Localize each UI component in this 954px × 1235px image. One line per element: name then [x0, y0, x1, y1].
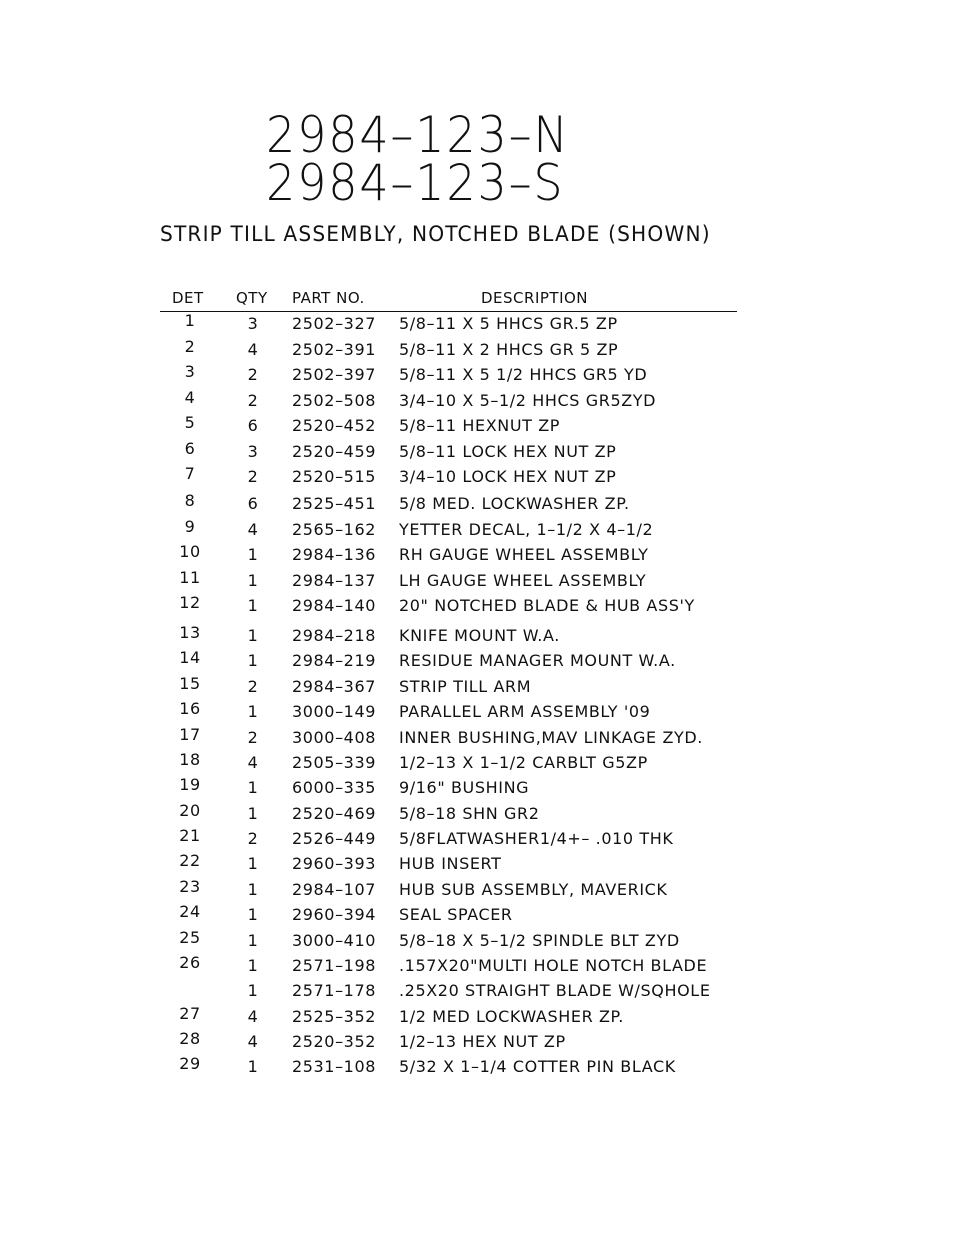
cell-qty: 6 [247, 494, 259, 513]
cell-det: 19 [179, 775, 201, 794]
cell-part-no: 2526–449 [291, 829, 377, 848]
cell-description: 5/8–11 X 5 HHCS GR.5 ZP [399, 314, 618, 333]
cell-det: 15 [179, 674, 201, 693]
cell-part-no: 2520–469 [291, 804, 377, 823]
cell-det: 13 [179, 623, 201, 642]
cell-part-no: 2984–367 [291, 677, 377, 696]
cell-det: 14 [179, 648, 201, 667]
cell-part-no: 2984–218 [291, 626, 377, 645]
cell-qty: 2 [247, 677, 259, 696]
cell-qty: 2 [247, 728, 259, 747]
cell-part-no: 2520–352 [291, 1032, 377, 1051]
cell-description: HUB SUB ASSEMBLY, MAVERICK [399, 880, 668, 899]
table-row [0, 851, 954, 876]
table-row [0, 311, 954, 336]
cell-description: RH GAUGE WHEEL ASSEMBLY [399, 545, 649, 564]
cell-description: STRIP TILL ARM [399, 677, 532, 696]
cell-qty: 6 [247, 416, 259, 435]
table-row [0, 1004, 954, 1029]
cell-qty: 1 [247, 596, 259, 615]
assembly-number-south: 2984–123–S [266, 154, 565, 212]
header-description: DESCRIPTION [481, 289, 589, 307]
cell-description: INNER BUSHING,MAV LINKAGE ZYD. [399, 728, 703, 747]
cell-qty: 3 [247, 314, 259, 333]
table-row [0, 1054, 954, 1079]
cell-description: 3/4–10 X 5–1/2 HHCS GR5ZYD [399, 391, 657, 410]
cell-det: 8 [184, 491, 196, 510]
cell-det: 17 [179, 725, 201, 744]
cell-description: RESIDUE MANAGER MOUNT W.A. [399, 651, 676, 670]
cell-description: 1/2–13 HEX NUT ZP [399, 1032, 566, 1051]
cell-qty: 4 [247, 520, 259, 539]
header-qty: QTY [236, 289, 268, 307]
table-row [0, 928, 954, 953]
cell-det: 1 [184, 311, 196, 330]
table-row [0, 775, 954, 800]
cell-qty: 2 [247, 391, 259, 410]
cell-qty: 1 [247, 1057, 259, 1076]
table-row [0, 388, 954, 413]
cell-part-no: 3000–408 [291, 728, 377, 747]
cell-det: 21 [179, 826, 201, 845]
cell-qty: 1 [247, 956, 259, 975]
cell-part-no: 2525–352 [291, 1007, 377, 1026]
cell-qty: 4 [247, 340, 259, 359]
cell-det: 22 [179, 851, 201, 870]
cell-qty: 1 [247, 880, 259, 899]
table-row [0, 648, 954, 673]
cell-det: 9 [184, 517, 196, 536]
cell-det: 2 [184, 337, 196, 356]
cell-det: 4 [184, 388, 196, 407]
cell-part-no: 2960–394 [291, 905, 377, 924]
cell-part-no: 2960–393 [291, 854, 377, 873]
cell-part-no: 2984–137 [291, 571, 377, 590]
cell-description: 5/8 MED. LOCKWASHER ZP. [399, 494, 630, 513]
cell-description: 5/8–18 SHN GR2 [399, 804, 540, 823]
table-row [0, 750, 954, 775]
cell-description: 9/16" BUSHING [399, 778, 530, 797]
cell-description: 20" NOTCHED BLADE & HUB ASS'Y [399, 596, 695, 615]
cell-description: YETTER DECAL, 1–1/2 X 4–1/2 [399, 520, 654, 539]
cell-description: 3/4–10 LOCK HEX NUT ZP [399, 467, 617, 486]
cell-description: .25X20 STRAIGHT BLADE W/SQHOLE [399, 981, 711, 1000]
cell-part-no: 3000–410 [291, 931, 377, 950]
table-row [0, 826, 954, 851]
table-row [0, 517, 954, 542]
cell-description: 5/8–11 LOCK HEX NUT ZP [399, 442, 617, 461]
cell-description: .157X20"MULTI HOLE NOTCH BLADE [399, 956, 708, 975]
cell-det: 3 [184, 362, 196, 381]
header-part-no: PART NO. [292, 289, 365, 307]
assembly-subtitle: STRIP TILL ASSEMBLY, NOTCHED BLADE (SHOWN) [160, 222, 711, 246]
cell-part-no: 3000–149 [291, 702, 377, 721]
cell-part-no: 2984–140 [291, 596, 377, 615]
table-row [0, 725, 954, 750]
cell-description: 5/8–11 X 5 1/2 HHCS GR5 YD [399, 365, 648, 384]
cell-description: 5/8–18 X 5–1/2 SPINDLE BLT ZYD [399, 931, 680, 950]
cell-description: 5/32 X 1–1/4 COTTER PIN BLACK [399, 1057, 676, 1076]
table-row [0, 568, 954, 593]
cell-part-no: 2531–108 [291, 1057, 377, 1076]
assembly-number-north: 2984–123–N [266, 106, 570, 164]
cell-qty: 2 [247, 365, 259, 384]
cell-description: 1/2–13 X 1–1/2 CARBLT G5ZP [399, 753, 648, 772]
cell-qty: 1 [247, 702, 259, 721]
cell-description: KNIFE MOUNT W.A. [399, 626, 560, 645]
cell-qty: 1 [247, 981, 259, 1000]
cell-part-no: 2520–515 [291, 467, 377, 486]
cell-description: 5/8–11 X 2 HHCS GR 5 ZP [399, 340, 619, 359]
cell-description: SEAL SPACER [399, 905, 513, 924]
cell-qty: 1 [247, 651, 259, 670]
cell-det: 12 [179, 593, 201, 612]
header-det: DET [172, 289, 204, 307]
cell-part-no: 2502–327 [291, 314, 377, 333]
cell-qty: 2 [247, 829, 259, 848]
cell-part-no: 2502–397 [291, 365, 377, 384]
cell-part-no: 2520–452 [291, 416, 377, 435]
table-row [0, 362, 954, 387]
cell-qty: 1 [247, 905, 259, 924]
table-row [0, 491, 954, 516]
cell-qty: 1 [247, 931, 259, 950]
cell-det: 6 [184, 439, 196, 458]
cell-description: HUB INSERT [399, 854, 502, 873]
table-row [0, 439, 954, 464]
cell-part-no: 2525–451 [291, 494, 377, 513]
cell-det: 24 [179, 902, 201, 921]
cell-qty: 4 [247, 1007, 259, 1026]
cell-part-no: 2520–459 [291, 442, 377, 461]
cell-part-no: 6000–335 [291, 778, 377, 797]
cell-qty: 4 [247, 753, 259, 772]
table-row [0, 542, 954, 567]
table-row [0, 877, 954, 902]
cell-part-no: 2505–339 [291, 753, 377, 772]
table-row [0, 902, 954, 927]
table-row [0, 953, 954, 978]
cell-qty: 1 [247, 545, 259, 564]
cell-det: 25 [179, 928, 201, 947]
cell-det: 16 [179, 699, 201, 718]
cell-description: 5/8–11 HEXNUT ZP [399, 416, 561, 435]
cell-description: 5/8FLATWASHER1/4+– .010 THK [399, 829, 674, 848]
table-row [0, 464, 954, 489]
table-row [0, 981, 954, 1003]
cell-part-no: 2502–508 [291, 391, 377, 410]
cell-qty: 4 [247, 1032, 259, 1051]
cell-det: 20 [179, 801, 201, 820]
table-row [0, 699, 954, 724]
cell-part-no: 2984–136 [291, 545, 377, 564]
cell-part-no: 2502–391 [291, 340, 377, 359]
cell-qty: 1 [247, 626, 259, 645]
cell-det: 29 [179, 1054, 201, 1073]
cell-det: 7 [184, 464, 196, 483]
cell-qty: 3 [247, 442, 259, 461]
header-divider [160, 311, 737, 312]
cell-det: 26 [179, 953, 201, 972]
table-row [0, 801, 954, 826]
cell-det: 11 [179, 568, 201, 587]
cell-description: 1/2 MED LOCKWASHER ZP. [399, 1007, 624, 1026]
cell-qty: 1 [247, 804, 259, 823]
table-row [0, 623, 954, 648]
table-row [0, 413, 954, 438]
cell-qty: 1 [247, 571, 259, 590]
table-row [0, 674, 954, 699]
cell-part-no: 2571–178 [291, 981, 377, 1000]
cell-det: 28 [179, 1029, 201, 1048]
cell-det: 27 [179, 1004, 201, 1023]
cell-det: 10 [179, 542, 201, 561]
cell-qty: 2 [247, 467, 259, 486]
cell-part-no: 2984–107 [291, 880, 377, 899]
cell-det: 5 [184, 413, 196, 432]
cell-det: 18 [179, 750, 201, 769]
table-row [0, 337, 954, 362]
cell-part-no: 2571–198 [291, 956, 377, 975]
cell-qty: 1 [247, 854, 259, 873]
cell-description: PARALLEL ARM ASSEMBLY '09 [399, 702, 651, 721]
cell-part-no: 2565–162 [291, 520, 377, 539]
cell-part-no: 2984–219 [291, 651, 377, 670]
table-row [0, 1029, 954, 1054]
cell-det: 23 [179, 877, 201, 896]
table-row [0, 593, 954, 618]
cell-description: LH GAUGE WHEEL ASSEMBLY [399, 571, 647, 590]
cell-qty: 1 [247, 778, 259, 797]
